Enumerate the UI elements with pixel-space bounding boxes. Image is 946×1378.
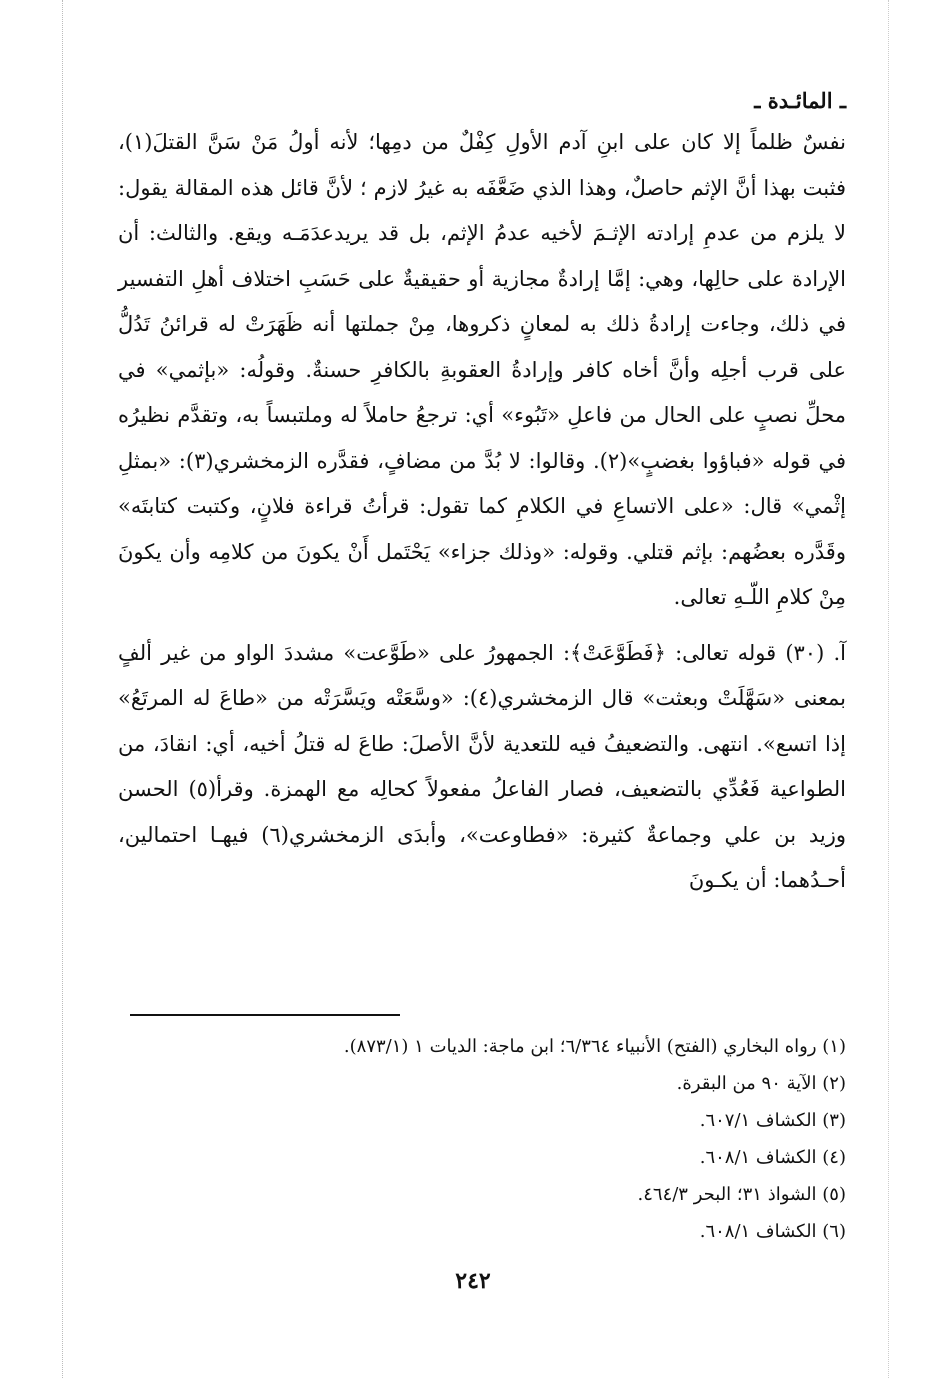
scan-margin-dots-right [888,0,889,1378]
footnotes [118,1028,846,1250]
footnote-2: (٢) الآية ٩٠ من البقرة. [676,1073,846,1094]
running-header: ـ المائـدة ـ [754,88,846,113]
footnote-separator [130,1014,400,1016]
paragraph-1: نفسٌ ظلماً إلا كان على ابنِ آدم الأولِ كِفْلٌ من دمِها؛ لأنه أولُ مَنْ سَنَّ القتلَ(١)، فثبت بهذا أنَّ الإثم حاصلٌ، وهذا الذي ضَعَّفَه به غيرُ لازم ؛ لأنَّ قائل هذه المقالة يقول: لا يلزم من عدمِ إرادته الإثـمَ لأخيه عدمُ الإثم، بل قد يريدعدَمَـه ويقع. والثالث: أن الإرادة على حالِها، وهي: إمَّا إرادةٌ مجازية أو حقيقيةٌ على حَسَبِ اختلاف أهلِ التفسير في ذلك، وجاءت إرادةُ ذلك به لمعانٍ ذكروها، مِنْ جملتها أنه ظَهَرَتْ له قرائنُ تَدُلُّ على قرب أجلِه وأنَّ أخاه كافر وإرادةُ العقوبةِ بالكافرِ حسنةٌ. وقولُه: «بإثمي» في محلِّ نصبٍ على الحال من فاعلِ «تَبُوء» أي: ترجعُ حاملاً له وملتبساً به، وتقدَّم نظيرُه في قوله «فباؤوا بغضبٍ»(٢). وقالوا: لا بُدَّ من مضافٍ، فقدَّره الزمخشري(٣): «بمثلِ إثْمي» قال: «على الاتساعِ في الكلامِ كما تقول: قرأتُ قراءة فلانٍ، وكتبت كتابتَه» وقَدَّره بعضُهم: بإثم قتلي. وقوله: «وذلك جزاء» يَحْتَمل أَنْ يكونَ من كلامِه وأن يكونَ مِنْ كلامِ اللّـهِ تعالى. [118,130,846,609]
main-text [118,120,846,904]
scan-margin-dots-left [62,0,63,1378]
footnote-4: (٤) الكشاف ٦٠٨/١. [699,1147,846,1168]
footnote-5: (٥) الشواذ ٣١؛ البحر ٤٦٤/٣. [637,1184,846,1205]
footnote-6: (٦) الكشاف ٦٠٨/١. [699,1221,846,1242]
page-number: ٢٤٢ [455,1268,491,1294]
paragraph-2: آ. (٣٠) قوله تعالى: ﴿فَطَوَّعَتْ﴾: الجمهورُ على «طَوَّعت» مشددَ الواو من غير ألفٍ بمعنى «سَهَّلَتْ وبعثت» قال الزمخشري(٤): «وسَّعَتْه ويَسَّرَتْه من «طاعَ له المرتَعُ» إذا اتسع». انتهى. والتضعيفُ فيه للتعدية لأنَّ الأصلَ: طاعَ له قتلُ أخيه، أي: انقادَ، من الطواعية فَعُدِّي بالتضعيف، فصار الفاعلُ مفعولاً كحالِه مع الهمزة. وقرأ(٥) الحسن وزيد بن علي وجماعةٌ كثيرة: «فطاوعت»، وأبدَى الزمخشري(٦) فيهـا احتمالين، أحـدُهما: أن يكـونَ [118,640,847,892]
footnote-3: (٣) الكشاف ٦٠٧/١. [699,1110,846,1131]
footnote-1: (١) رواه البخاري (الفتح) الأنبياء ٦/٣٦٤؛ ابن ماجة: الديات ١ (٨٧٣/١). [343,1036,846,1057]
